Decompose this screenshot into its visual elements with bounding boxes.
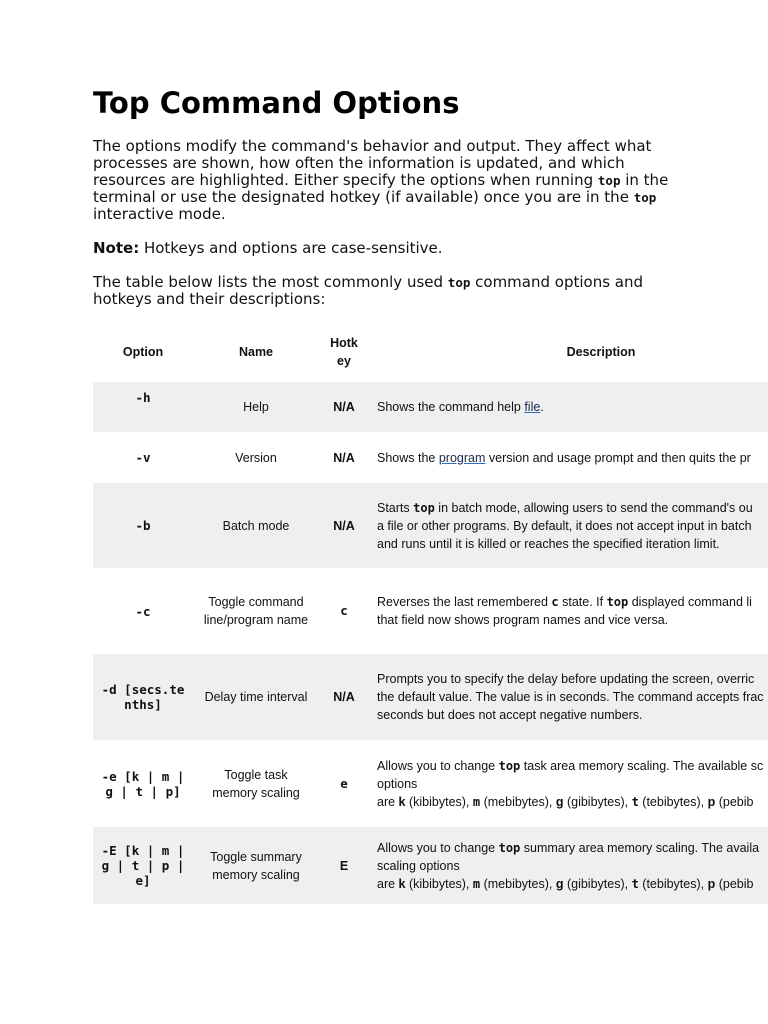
- options-table: [93, 322, 768, 904]
- name-cell: Version: [235, 450, 277, 465]
- description-cell: Allows you to change top summary area memory scaling. The availa scaling options are k (kibibytes), m (mebibytes), g (gibibytes), t (tebibytes), p (pebib: [369, 827, 768, 904]
- hotkey-cell: E: [319, 827, 369, 904]
- header-name: Name: [193, 322, 319, 382]
- description-cell: Shows the program version and usage prompt and then quits the pr: [377, 450, 751, 465]
- hotkey-cell: c: [340, 603, 348, 618]
- table-row: [93, 483, 768, 568]
- name-cell: Help: [193, 382, 319, 432]
- page-title: Top Command Options: [93, 86, 460, 120]
- option-cell: -b: [93, 483, 193, 568]
- table-row: [93, 827, 768, 904]
- option-cell: -h: [93, 382, 193, 432]
- table-row: [93, 568, 768, 654]
- file-link[interactable]: file: [524, 400, 541, 414]
- inline-code: top: [597, 173, 621, 188]
- hotkey-cell: e: [340, 775, 348, 791]
- inline-code: top: [447, 275, 471, 290]
- note-paragraph: Note: Hotkeys and options are case-sensitive.: [93, 239, 443, 257]
- description-cell: Starts top in batch mode, allowing users to send the command's ou a file or other programs. By default, it does not accept input in batch and runs until it is killed or reaches the specified iteration limit.: [369, 483, 768, 568]
- inline-code: top: [413, 500, 435, 515]
- hotkey-cell: N/A: [319, 382, 369, 432]
- intro-paragraph: The options modify the command's behavior and output. They affect what processes are shown, how often the information is updated, and which resources are highlighted. Either specify the options when running top in the terminal or use the designated hotkey (if available) once you are in the top interactive mode.: [93, 137, 669, 223]
- name-cell: Toggle command line/program name: [203, 595, 309, 627]
- name-cell: Delay time interval: [193, 654, 319, 740]
- hotkey-cell: N/A: [319, 654, 369, 740]
- table-row: [93, 382, 768, 432]
- description-cell: Shows the command help file.: [369, 382, 768, 432]
- description-cell: Prompts you to specify the delay before updating the screen, overric the default value. The value is in seconds. The command accepts frac seconds but does not accept negative numbers.: [369, 654, 768, 740]
- name-cell: Toggle summary memory scaling: [193, 827, 319, 904]
- inline-code: top: [498, 840, 521, 855]
- option-cell: -v: [135, 450, 151, 465]
- hotkey-cell: N/A: [333, 450, 355, 465]
- inline-code: top: [606, 595, 629, 609]
- name-cell: Toggle task memory scaling: [212, 767, 300, 800]
- description-cell: Reverses the last remembered c state. If top displayed command li that field now shows program names and vice versa.: [377, 595, 752, 627]
- note-label: Note:: [93, 239, 140, 257]
- inline-code: top: [633, 190, 657, 205]
- hotkey-cell: N/A: [319, 483, 369, 568]
- option-cell: -e [k | m | g | t | p]: [101, 768, 185, 799]
- option-cell: -d [secs.tenths]: [93, 654, 193, 740]
- program-link[interactable]: program: [438, 450, 486, 465]
- option-cell: -E [k | m | g | t | p | e]: [93, 827, 193, 904]
- table-row: [93, 432, 768, 483]
- header-option: Option: [93, 322, 193, 382]
- table-intro-paragraph: The table below lists the most commonly used top command options and hotkeys and their descriptions:: [93, 273, 644, 308]
- option-cell: -c: [135, 603, 151, 619]
- table-row: [93, 740, 768, 827]
- header-description: Description: [369, 322, 768, 382]
- table-header-row: [93, 322, 768, 382]
- table-row: [93, 654, 768, 740]
- inline-code: top: [498, 758, 521, 773]
- inline-code: c: [551, 595, 559, 609]
- name-cell: Batch mode: [193, 483, 319, 568]
- header-hotkey: Hotkey: [319, 322, 369, 382]
- description-cell: Allows you to change top task area memory scaling. The available sc options are k (kibibytes), m (mebibytes), g (gibibytes), t (tebibytes), p (pebib: [377, 758, 764, 809]
